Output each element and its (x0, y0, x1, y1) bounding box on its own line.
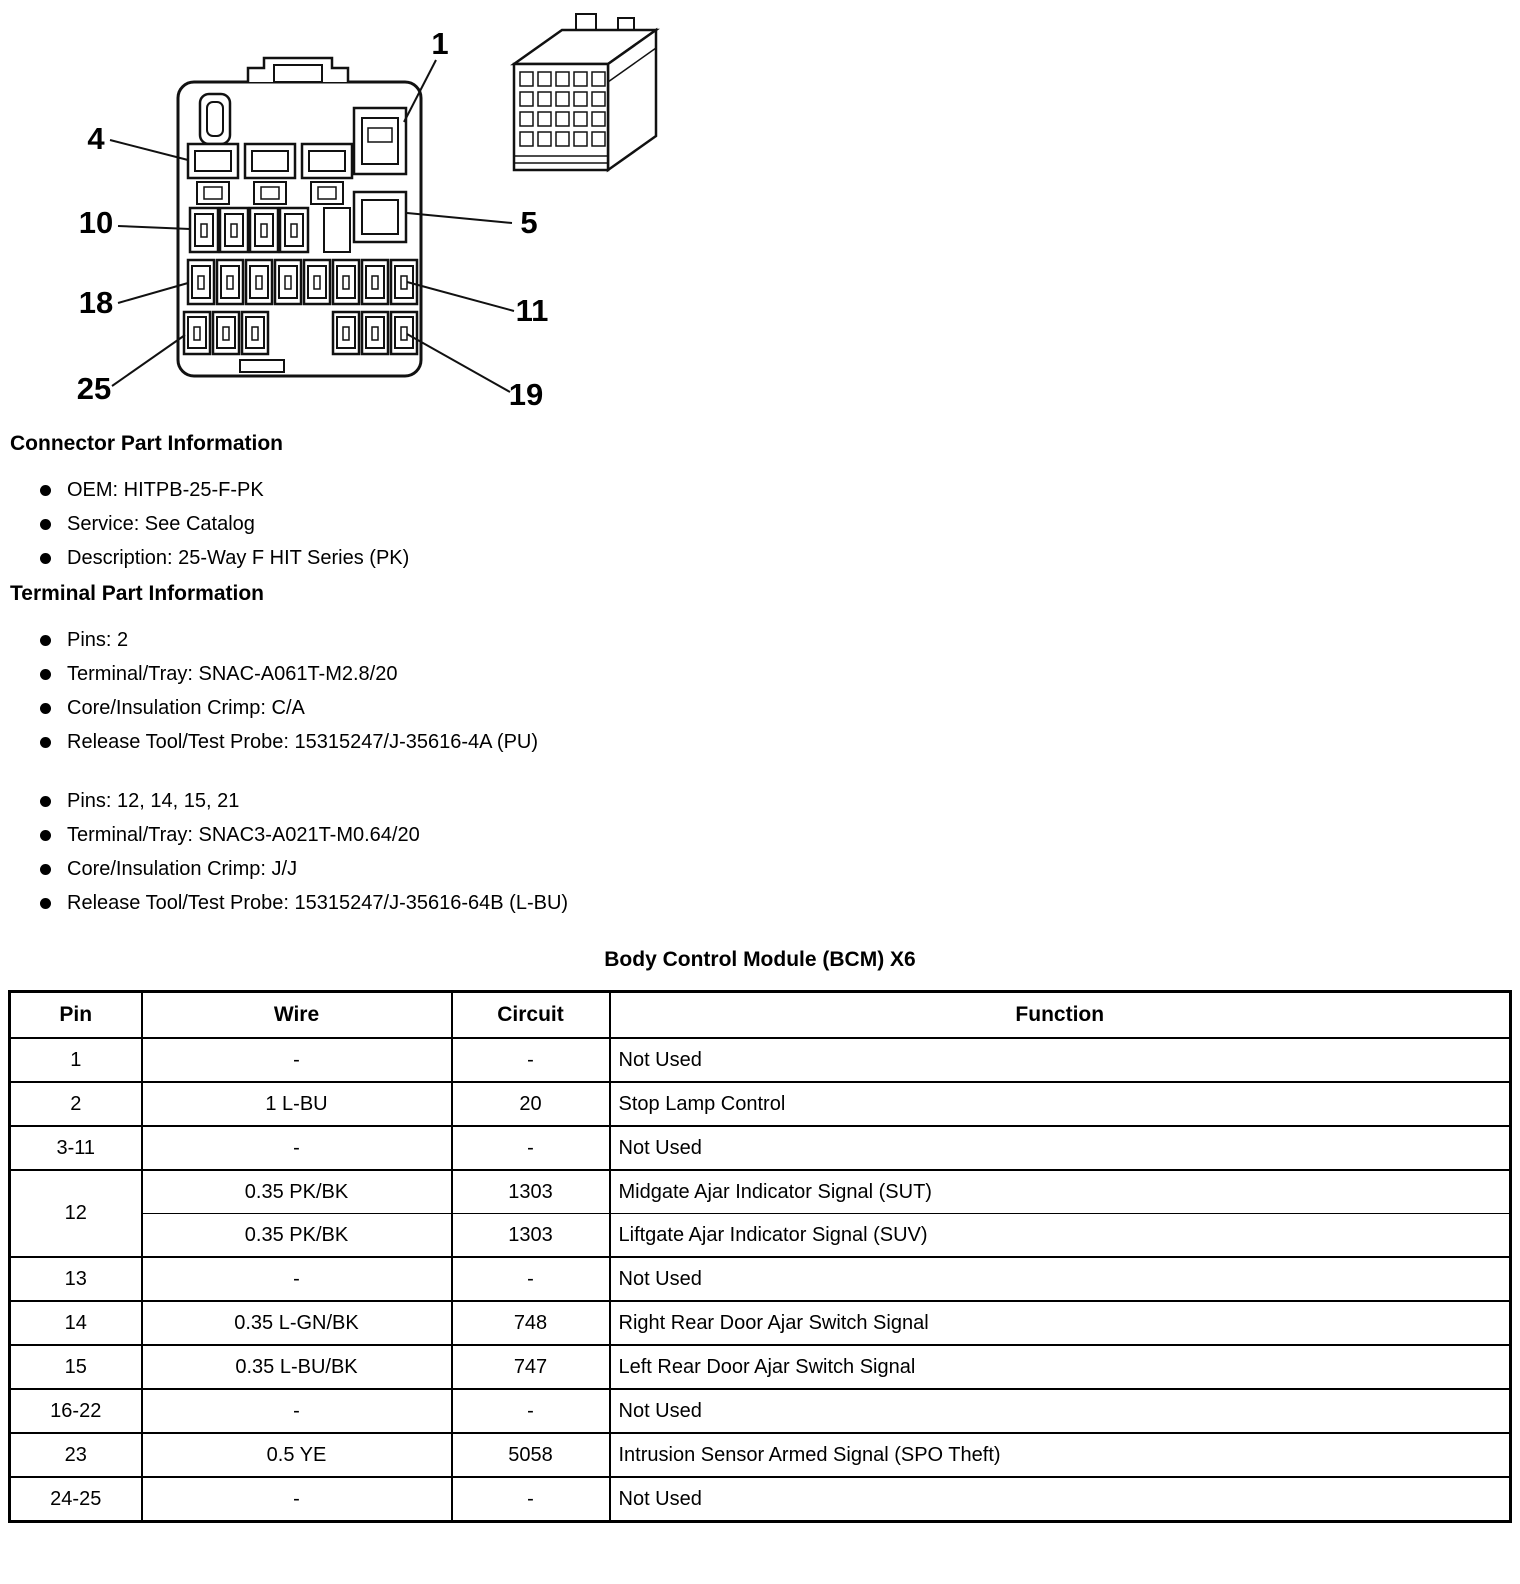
cell-pin: 2 (10, 1082, 142, 1126)
terminal-info-group-b (0, 791, 1520, 914)
cell-wire: - (142, 1389, 452, 1433)
bullet-icon (40, 898, 51, 909)
cell-circuit: - (452, 1126, 610, 1170)
table-row (10, 1301, 1511, 1345)
bullet-icon (40, 553, 51, 564)
cell-wire: 0.35 L-GN/BK (142, 1301, 452, 1345)
cell-circuit: 20 (452, 1082, 610, 1126)
list-item-pins (40, 630, 1520, 651)
bullet-icon (40, 519, 51, 530)
cell-wire: 0.35 L-BU/BK (142, 1345, 452, 1389)
bullet-icon (40, 669, 51, 680)
table-header-row (10, 992, 1511, 1039)
table-title: Body Control Module (BCM) X6 (604, 948, 916, 971)
list-item-text: Core/Insulation Crimp: C/A (67, 697, 305, 719)
list-item-text: Description: 25-Way F HIT Series (PK) (67, 547, 410, 569)
cell-circuit: - (452, 1389, 610, 1433)
list-item-release-tool (40, 732, 1520, 753)
callout-label-25: 25 (76, 371, 112, 406)
terminal-info-group-a (0, 630, 1520, 753)
connector-info-list (0, 480, 1520, 569)
table-row (10, 1389, 1511, 1433)
cell-function: Not Used (610, 1126, 1511, 1170)
cell-function: Stop Lamp Control (610, 1082, 1511, 1126)
callout-label-1: 1 (431, 26, 449, 61)
list-item-text: Core/Insulation Crimp: J/J (67, 858, 298, 880)
pin-table (8, 990, 1512, 1523)
cell-wire: 0.5 YE (142, 1433, 452, 1477)
table-row (10, 1082, 1511, 1126)
cell-wire: 0.35 PK/BK (142, 1170, 452, 1214)
cell-pin: 1 (10, 1038, 142, 1082)
col-header-function: Function (610, 992, 1511, 1039)
callout-label-18: 18 (78, 285, 114, 320)
col-header-wire: Wire (142, 992, 452, 1039)
table-row (10, 1345, 1511, 1389)
bullet-icon (40, 864, 51, 875)
cell-function: Intrusion Sensor Armed Signal (SPO Theft) (610, 1433, 1511, 1477)
cell-circuit: 747 (452, 1345, 610, 1389)
list-item-oem (40, 480, 1520, 501)
cell-function: Not Used (610, 1038, 1511, 1082)
table-row (10, 1257, 1511, 1301)
col-header-circuit: Circuit (452, 992, 610, 1039)
cell-circuit: - (452, 1257, 610, 1301)
cell-circuit: 5058 (452, 1433, 610, 1477)
bullet-icon (40, 737, 51, 748)
table-row (10, 1126, 1511, 1170)
cell-circuit: - (452, 1477, 610, 1522)
bullet-icon (40, 796, 51, 807)
cell-pin: 24-25 (10, 1477, 142, 1522)
list-item-text: Release Tool/Test Probe: 15315247/J-35616-64B (L-BU) (67, 892, 569, 914)
cell-circuit: - (452, 1038, 610, 1082)
cell-wire: - (142, 1477, 452, 1522)
list-item-text: Terminal/Tray: SNAC3-A021T-M0.64/20 (67, 824, 420, 846)
cell-wire: - (142, 1038, 452, 1082)
terminal-info-heading: Terminal Part Information (10, 582, 264, 605)
list-item-text: Service: See Catalog (67, 513, 255, 535)
table-row (10, 1170, 1511, 1214)
list-item-text: Pins: 2 (67, 629, 129, 651)
bullet-icon (40, 830, 51, 841)
cell-pin: 12 (10, 1170, 142, 1257)
list-item-text: Pins: 12, 14, 15, 21 (67, 790, 240, 812)
callout-label-19: 19 (508, 377, 544, 412)
cell-pin: 15 (10, 1345, 142, 1389)
cell-wire: - (142, 1126, 452, 1170)
cell-circuit: 1303 (452, 1170, 610, 1214)
cell-function: Not Used (610, 1477, 1511, 1522)
cell-pin: 23 (10, 1433, 142, 1477)
cell-pin: 3-11 (10, 1126, 142, 1170)
cell-pin: 14 (10, 1301, 142, 1345)
connector-info-heading: Connector Part Information (10, 432, 284, 455)
list-item-description (40, 548, 1520, 569)
cell-function: Not Used (610, 1389, 1511, 1433)
list-item-text: Terminal/Tray: SNAC-A061T-M2.8/20 (67, 663, 398, 685)
list-item-terminal-tray (40, 825, 1520, 846)
cell-circuit: 748 (452, 1301, 610, 1345)
bullet-icon (40, 485, 51, 496)
list-item-pins (40, 791, 1520, 812)
table-row (10, 1433, 1511, 1477)
list-item-crimp (40, 859, 1520, 880)
cell-wire: 0.35 PK/BK (142, 1214, 452, 1258)
list-item-service (40, 514, 1520, 535)
table-row (10, 1477, 1511, 1522)
cell-wire: 1 L-BU (142, 1082, 452, 1126)
connector-diagram (8, 2, 708, 432)
list-item-release-tool (40, 893, 1520, 914)
cell-function: Left Rear Door Ajar Switch Signal (610, 1345, 1511, 1389)
table-row (10, 1038, 1511, 1082)
col-header-pin: Pin (10, 992, 142, 1039)
cell-function: Not Used (610, 1257, 1511, 1301)
cell-pin: 16-22 (10, 1389, 142, 1433)
bullet-icon (40, 703, 51, 714)
callout-label-11: 11 (515, 293, 549, 328)
table-row (10, 1214, 1511, 1258)
cell-pin: 13 (10, 1257, 142, 1301)
cell-wire: - (142, 1257, 452, 1301)
list-item-text: Release Tool/Test Probe: 15315247/J-35616-4A (PU) (67, 731, 539, 753)
callout-label-4: 4 (87, 121, 105, 156)
list-item-crimp (40, 698, 1520, 719)
list-item-terminal-tray (40, 664, 1520, 685)
cell-function: Liftgate Ajar Indicator Signal (SUV) (610, 1214, 1511, 1258)
connector-3d-view (514, 14, 656, 170)
cell-function: Right Rear Door Ajar Switch Signal (610, 1301, 1511, 1345)
cell-circuit: 1303 (452, 1214, 610, 1258)
callout-label-5: 5 (520, 205, 538, 240)
cell-function: Midgate Ajar Indicator Signal (SUT) (610, 1170, 1511, 1214)
bullet-icon (40, 635, 51, 646)
connector-face-view (178, 58, 421, 376)
list-item-text: OEM: HITPB-25-F-PK (67, 479, 264, 501)
callout-label-10: 10 (78, 205, 114, 240)
